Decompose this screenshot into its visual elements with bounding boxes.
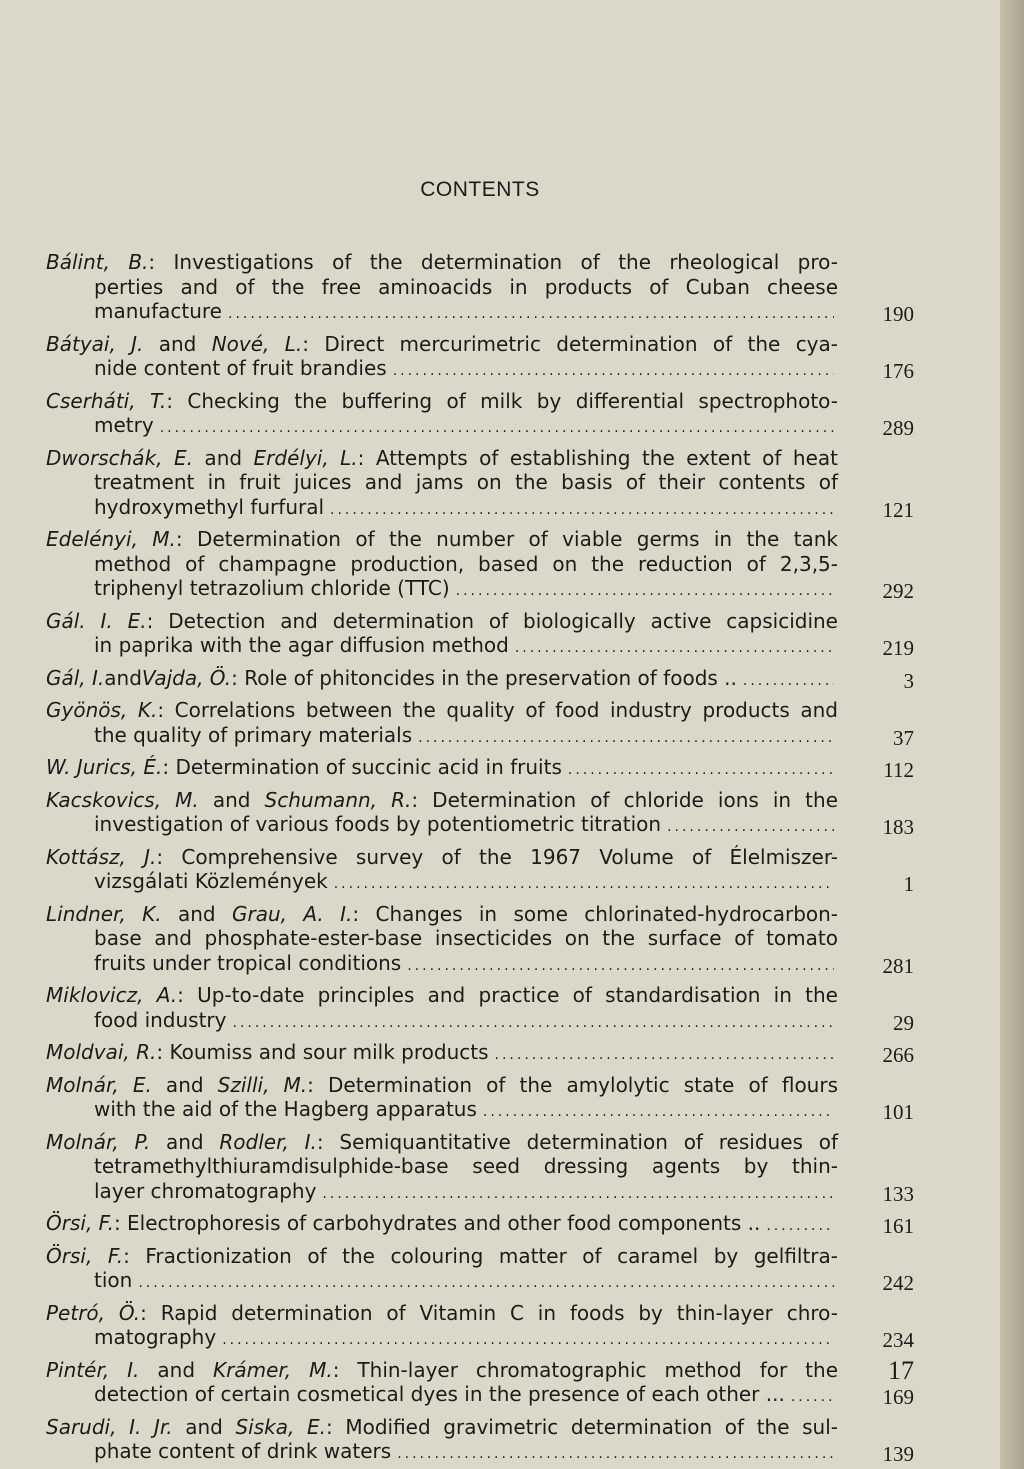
toc-title-text: : Role of phitoncides in the preservation of foods .. xyxy=(231,665,737,690)
toc-entry xyxy=(46,1415,914,1467)
toc-author: Siska, E. xyxy=(235,1414,326,1439)
toc-author-conjunction: and xyxy=(104,665,142,690)
toc-entry xyxy=(46,446,914,523)
dot-leader xyxy=(407,954,834,979)
toc-title-text: : Electrophoresis of carbohydrates and other food components .. xyxy=(113,1211,761,1235)
dot-leader xyxy=(233,1011,835,1036)
toc-entry-last-line xyxy=(46,1179,838,1207)
toc-author: W. Jurics, É. xyxy=(46,755,163,779)
toc-page-number: 266 xyxy=(882,1043,914,1067)
toc-title-text: phate content of drink waters xyxy=(94,1439,392,1463)
toc-title-continuation: tetramethylthiuramdisulphide-base seed dressing agents by thin- xyxy=(94,1154,838,1178)
toc-author: Moldvai, R. xyxy=(46,1040,157,1064)
toc-page-number: 3 xyxy=(903,668,914,693)
toc-title-text: detection of certain cosmetical dyes in the presence of each other ... xyxy=(94,1382,785,1406)
toc-author: Kacskovics, M. xyxy=(46,787,199,812)
toc-author: Petró, Ö. xyxy=(46,1300,141,1325)
dot-leader xyxy=(397,1442,834,1467)
toc-entry-last-line xyxy=(46,869,838,897)
toc-entry-last-line xyxy=(46,755,838,783)
toc-entry xyxy=(46,1244,914,1296)
toc-entry-first-line xyxy=(46,1415,838,1440)
toc-entry-first-line xyxy=(46,446,838,471)
dot-leader xyxy=(743,669,834,694)
toc-entry-last-line xyxy=(46,633,838,661)
toc-author-conjunction: and xyxy=(150,1129,220,1154)
toc-entry-first-line xyxy=(46,332,838,357)
toc-entry xyxy=(46,666,914,694)
toc-page-number: 281 xyxy=(882,953,914,978)
toc-title-text: : Semiquantitative determination of residues of xyxy=(316,1129,838,1154)
toc-author: Dworschák, E. xyxy=(46,445,193,470)
toc-author: Gyönös, K. xyxy=(46,698,158,722)
toc-page-number: 139 xyxy=(882,1442,914,1466)
toc-title-text: matography xyxy=(94,1325,217,1349)
dot-leader xyxy=(418,726,834,751)
toc-title-text: food industry xyxy=(94,1007,227,1032)
toc-author: Grau, A. I. xyxy=(232,901,353,926)
toc-title-text: : Comprehensive survey of the 1967 Volume of Élelmiszer- xyxy=(156,844,838,869)
toc-entry-last-line xyxy=(46,812,838,840)
toc-title-continuation: treatment in fruit juices and jams on the basis of their contents of xyxy=(94,470,838,494)
toc-entry-last-line xyxy=(46,356,838,384)
dot-leader xyxy=(138,1271,834,1296)
toc-page-number: 1 xyxy=(903,872,914,896)
toc-page-number: 29 xyxy=(893,1010,914,1035)
dot-leader xyxy=(456,579,834,604)
dot-leader xyxy=(222,1328,834,1353)
toc-author: Szilli, M. xyxy=(217,1072,308,1097)
toc-author: Kottász, J. xyxy=(46,844,157,869)
toc-entry-first-line xyxy=(46,609,838,634)
dot-leader xyxy=(322,1182,834,1207)
toc-author-conjunction: and xyxy=(151,1072,218,1097)
toc-entry xyxy=(46,1211,914,1239)
toc-author: Nové, L. xyxy=(211,331,303,356)
toc-entry-first-line xyxy=(46,1073,838,1098)
toc-entry xyxy=(46,1130,914,1207)
toc-title-text: : Direct mercurimetric determination of the cya- xyxy=(302,331,838,356)
toc-page-number: 234 xyxy=(882,1328,914,1352)
toc-entry-first-line xyxy=(46,788,838,813)
toc-page-number: 121 xyxy=(882,497,914,522)
toc-author: Sarudi, I. Jr. xyxy=(46,1414,173,1439)
toc-entry-last-line xyxy=(46,299,838,327)
toc-title-text: triphenyl tetrazolium chloride (TTC) xyxy=(94,576,450,600)
toc-entry xyxy=(46,609,914,661)
toc-entry-first-line xyxy=(46,698,838,723)
toc-page-number: 176 xyxy=(882,359,914,383)
toc-entry-last-line xyxy=(46,1268,838,1296)
toc-entry-first-line xyxy=(46,902,838,927)
toc-entry-last-line xyxy=(46,723,838,751)
toc-entry-first-line xyxy=(46,1130,838,1155)
dot-leader xyxy=(330,498,834,523)
toc-title-text: : Determination of the amylolytic state of flours xyxy=(307,1072,839,1097)
toc-author-conjunction: and xyxy=(192,445,254,470)
toc-title-text: : Detection and determination of biologically active capsicidine xyxy=(146,608,838,633)
toc-title-text: fruits under tropical conditions xyxy=(94,950,402,975)
toc-entry xyxy=(46,755,914,783)
toc-entry-last-line xyxy=(46,1382,838,1410)
toc-title-text: : Rapid determination of Vitamin C in foods by thin-layer chro- xyxy=(140,1300,838,1325)
toc-author: Erdélyi, L. xyxy=(253,445,358,470)
toc-author: Krámer, M. xyxy=(213,1357,333,1382)
toc-page-number: 37 xyxy=(893,725,914,750)
toc-entry-first-line xyxy=(46,1301,838,1326)
toc-entry xyxy=(46,902,914,979)
toc-title-continuation: method of champagne production, based on the reduction of 2,3,5- xyxy=(94,551,838,576)
toc-title-text: hydroxymethyl furfural xyxy=(94,494,325,519)
toc-entry-last-line xyxy=(46,495,838,523)
toc-title-text: metry xyxy=(94,413,154,437)
toc-author: Molnár, P. xyxy=(46,1129,151,1154)
toc-page-number: 101 xyxy=(882,1100,914,1124)
toc-entry-last-line xyxy=(46,1008,838,1036)
dot-leader xyxy=(228,302,834,327)
toc-entry xyxy=(46,1040,914,1068)
toc-author-conjunction: and xyxy=(172,1414,236,1439)
toc-entry-last-line xyxy=(46,1211,838,1239)
toc-entry xyxy=(46,788,914,840)
toc-author: Lindner, K. xyxy=(46,901,162,926)
toc-entry-last-line xyxy=(46,1040,838,1068)
dot-leader xyxy=(334,872,834,897)
dot-leader xyxy=(667,815,834,840)
book-binding-edge xyxy=(1000,0,1024,1469)
toc-title-text: : Thin-layer chromatographic method for the xyxy=(332,1357,838,1382)
toc-entry-first-line xyxy=(46,250,838,275)
toc-title-text: : Changes in some chlorinated-hydrocarbon- xyxy=(352,901,839,926)
toc-page-number: 183 xyxy=(882,815,914,839)
dot-leader xyxy=(515,636,834,661)
toc-author: Örsi, F. xyxy=(46,1243,124,1268)
toc-entry xyxy=(46,389,914,441)
toc-page-number: 161 xyxy=(882,1214,914,1238)
toc-title-text: manufacture xyxy=(94,299,222,323)
toc-entry xyxy=(46,1301,914,1353)
toc-entry xyxy=(46,1358,914,1410)
toc-entry xyxy=(46,698,914,750)
toc-author: Edelényi, M. xyxy=(46,527,176,551)
toc-title-text: : Determination of the number of viable germs in the tank xyxy=(175,527,838,551)
toc-author: Cserháti, T. xyxy=(46,388,167,413)
toc-entry-last-line xyxy=(46,576,838,604)
toc-entry xyxy=(46,845,914,897)
dot-leader xyxy=(568,758,834,783)
toc-page-number: 242 xyxy=(882,1271,914,1295)
toc-page-number: 112 xyxy=(883,758,914,782)
toc-entry xyxy=(46,250,914,327)
toc-entry-first-line xyxy=(46,527,838,552)
toc-title-text: with the aid of the Hagberg apparatus xyxy=(94,1097,477,1121)
dot-leader xyxy=(791,1385,834,1410)
toc-entry xyxy=(46,1073,914,1125)
toc-page-number: 219 xyxy=(882,636,914,660)
toc-entry-last-line xyxy=(46,666,838,694)
toc-entry-last-line xyxy=(46,1439,838,1467)
toc-author: Schumann, R. xyxy=(264,787,412,812)
toc-title-text: : Investigations of the determination of the rheological pro- xyxy=(148,250,838,274)
toc-title-text: : Determination of chloride ions in the xyxy=(411,787,839,812)
toc-title-text: : Modified gravimetric determination of the sul- xyxy=(325,1414,839,1439)
dot-leader xyxy=(483,1100,834,1125)
toc-author: Örsi, F. xyxy=(46,1211,114,1235)
dot-leader xyxy=(393,359,834,384)
toc-entry-first-line xyxy=(46,1244,838,1269)
toc-entry-first-line xyxy=(46,983,838,1008)
toc-author: Miklovicz, A. xyxy=(46,983,178,1007)
toc-title-text: : Correlations between the quality of food industry products and xyxy=(157,698,839,722)
dot-leader xyxy=(160,416,834,441)
toc-entry-first-line xyxy=(46,389,838,414)
toc-entry-last-line xyxy=(46,1097,838,1125)
toc-author: Gál. I. E. xyxy=(46,608,147,633)
toc-title-text: : Attempts of establishing the extent of heat xyxy=(357,445,838,470)
toc-author: Rodler, I. xyxy=(219,1129,317,1154)
toc-author: Bálint, B. xyxy=(46,250,149,274)
toc-page-number: 190 xyxy=(882,302,914,326)
toc-page-number: 292 xyxy=(882,579,914,603)
toc-author-conjunction: and xyxy=(143,331,212,356)
toc-page-number: 133 xyxy=(882,1181,914,1206)
folio-page-number: 17 xyxy=(888,1356,914,1385)
toc-author: Vajda, Ö. xyxy=(141,665,232,690)
dot-leader xyxy=(495,1043,834,1068)
dot-leader xyxy=(766,1214,834,1239)
table-of-contents xyxy=(46,250,914,1467)
toc-title-text: tion xyxy=(94,1268,133,1292)
toc-author: Molnár, E. xyxy=(46,1072,152,1097)
toc-title-text: : Up-to-date principles and practice of standardisation in the xyxy=(177,983,838,1007)
toc-title-text: investigation of various foods by potentiometric titration xyxy=(94,812,662,836)
toc-author: Bátyai, J. xyxy=(46,331,144,356)
toc-title-text: : Koumiss and sour milk products xyxy=(156,1040,489,1064)
toc-title-text: in paprika with the agar diffusion method xyxy=(94,633,509,657)
toc-author: Pintér, I. xyxy=(46,1357,140,1382)
contents-heading: CONTENTS xyxy=(420,178,540,201)
toc-title-continuation: perties and of the free aminoacids in products of Cuban cheese xyxy=(94,274,838,299)
toc-title-text: vizsgálati Közlemények xyxy=(94,869,328,893)
toc-page-number: 169 xyxy=(882,1385,914,1409)
toc-title-text: : Determination of succinic acid in fruits xyxy=(162,755,562,779)
toc-entry-first-line xyxy=(46,845,838,870)
toc-title-continuation: base and phosphate-ester-base insecticides on the surface of tomato xyxy=(94,926,838,950)
toc-entry-last-line xyxy=(46,1325,838,1353)
toc-title-text: nide content of fruit brandies xyxy=(94,356,387,380)
toc-title-text: : Fractionization of the colouring matter of caramel by gelfiltra- xyxy=(123,1243,838,1268)
toc-author: Gál, I. xyxy=(46,665,105,690)
toc-page-number: 289 xyxy=(882,416,914,440)
toc-entry xyxy=(46,983,914,1035)
toc-author-conjunction: and xyxy=(198,787,265,812)
toc-entry xyxy=(46,332,914,384)
toc-title-text: : Checking the buffering of milk by differential spectrophoto- xyxy=(166,388,838,413)
toc-author-conjunction: and xyxy=(161,901,232,926)
toc-entry-last-line xyxy=(46,951,838,979)
toc-author-conjunction: and xyxy=(139,1357,213,1382)
toc-entry xyxy=(46,527,914,604)
toc-entry-first-line xyxy=(46,1358,838,1383)
toc-entry-last-line xyxy=(46,413,838,441)
toc-title-text: the quality of primary materials xyxy=(94,722,413,747)
toc-title-text: layer chromatography xyxy=(94,1178,317,1203)
